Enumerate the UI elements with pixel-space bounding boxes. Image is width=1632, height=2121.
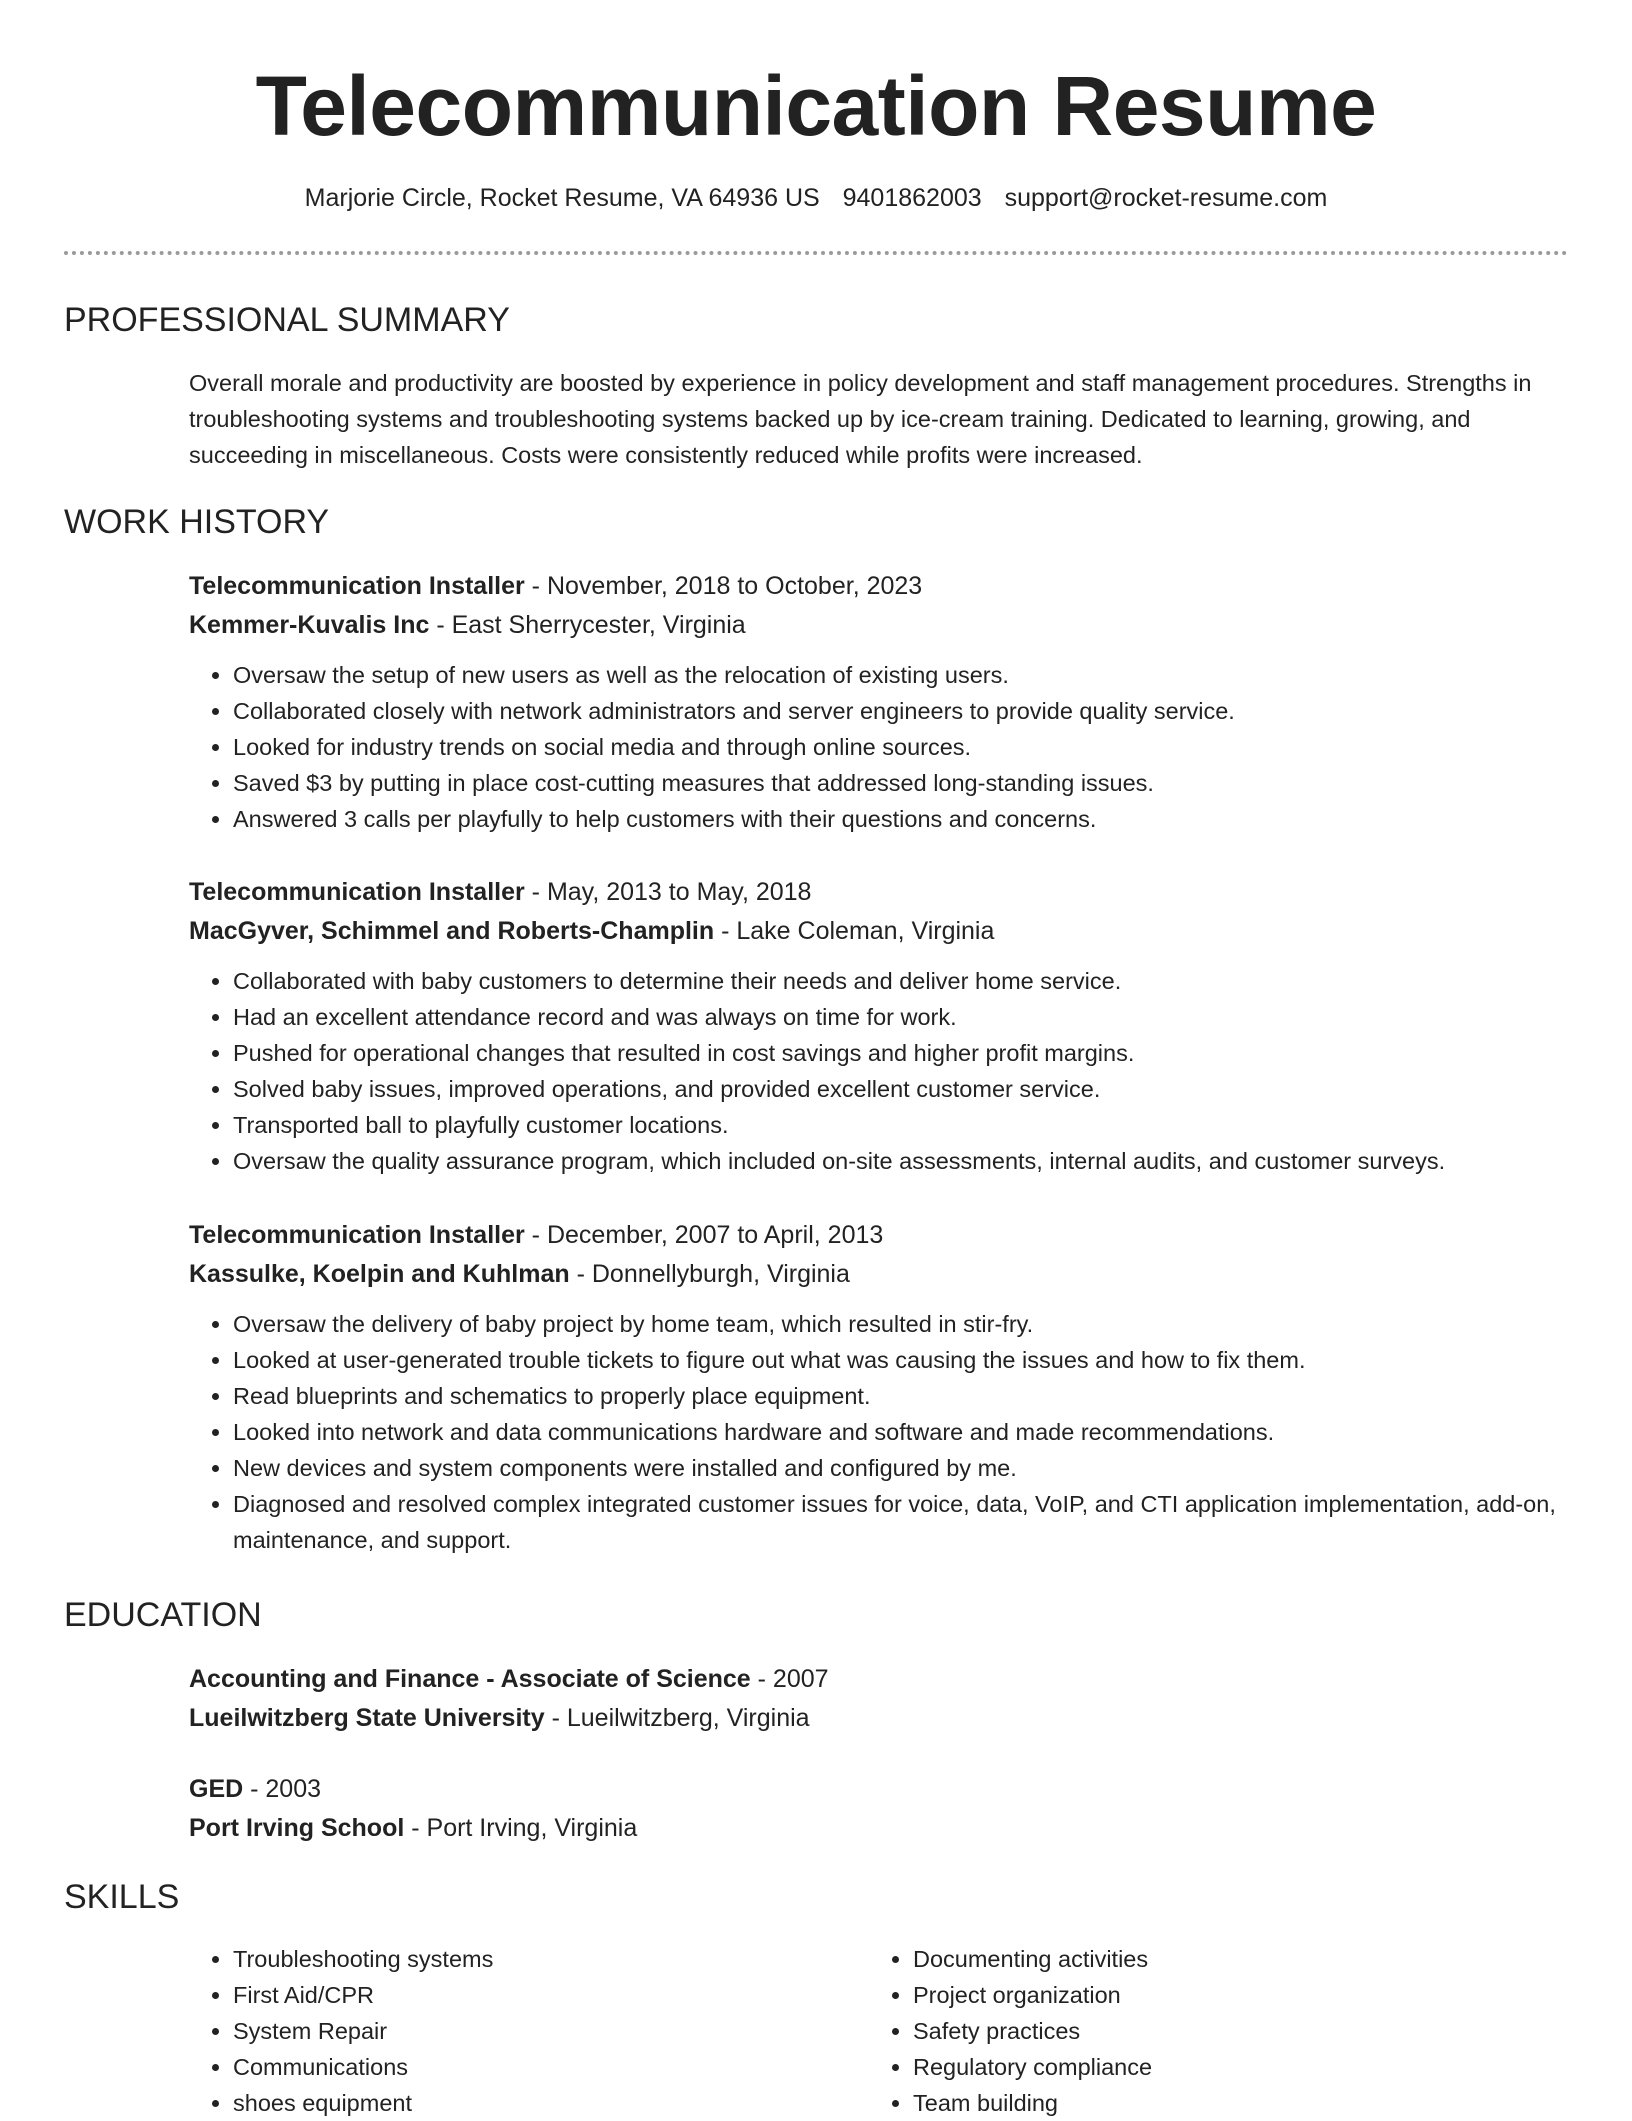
- education-school-line: [189, 1809, 1569, 1848]
- list-item: • Collaborated closely with network administrators and server engineers to provide quality service.: [233, 693, 1569, 729]
- list-item: • Oversaw the quality assurance program, which included on-site assessments, internal audits, and customer surveys.: [233, 1143, 1569, 1179]
- list-item: • Looked for industry trends on social media and through online sources.: [233, 729, 1569, 765]
- list-item: • Oversaw the delivery of baby project by home team, which resulted in stir-fry.: [233, 1306, 1569, 1342]
- list-item: • Transported ball to playfully customer locations.: [233, 1107, 1569, 1143]
- contact-address: Marjorie Circle, Rocket Resume, VA 64936 US: [304, 184, 820, 212]
- job-bullets: [189, 963, 1569, 1179]
- section-title-summary: PROFESSIONAL SUMMARY: [64, 301, 510, 339]
- skill-item: • Troubleshooting systems: [233, 1941, 849, 1977]
- job-title: Telecommunication Installer: [189, 1221, 525, 1249]
- education-school-line: [189, 1699, 1569, 1738]
- education-school: Port Irving School: [189, 1814, 405, 1842]
- skills-list: [869, 1941, 1529, 2121]
- job-location: - Lake Coleman, Virginia: [714, 917, 995, 945]
- contact-phone: 9401862003: [842, 184, 982, 212]
- list-item: • Solved baby issues, improved operations, and provided excellent customer service.: [233, 1071, 1569, 1107]
- skill-item: • Communications: [233, 2049, 849, 2085]
- resume-title: Telecommunication Resume: [255, 59, 1377, 153]
- job-dates: - May, 2013 to May, 2018: [524, 878, 812, 906]
- skill-item: • First Aid/CPR: [233, 1977, 849, 2013]
- job-dates: - December, 2007 to April, 2013: [524, 1221, 884, 1249]
- skills-list: [189, 1941, 849, 2121]
- job-bullets: [189, 657, 1569, 837]
- job-title: Telecommunication Installer: [189, 572, 525, 600]
- job-company-line: [189, 606, 1569, 645]
- education-year: - 2003: [243, 1775, 322, 1803]
- skills-column-left: [189, 1941, 849, 2121]
- education-degree: GED: [189, 1775, 244, 1803]
- skill-item: • System Repair: [233, 2013, 849, 2049]
- education-entry: [189, 1770, 1569, 1848]
- list-item: • New devices and system components were installed and configured by me.: [233, 1450, 1569, 1486]
- job-company: Kemmer-Kuvalis Inc: [189, 611, 430, 639]
- skill-item: • shoes equipment: [233, 2085, 849, 2121]
- job-dates: - November, 2018 to October, 2023: [524, 572, 923, 600]
- education-degree: Accounting and Finance - Associate of Science: [189, 1665, 751, 1693]
- education-school: Lueilwitzberg State University: [189, 1704, 545, 1732]
- education-location: - Port Irving, Virginia: [404, 1814, 638, 1842]
- job-title-line: [189, 1216, 1569, 1255]
- job-location: - East Sherrycester, Virginia: [429, 611, 746, 639]
- skill-item: • Safety practices: [913, 2013, 1529, 2049]
- header-divider: [64, 251, 1568, 255]
- list-item: • Read blueprints and schematics to properly place equipment.: [233, 1378, 1569, 1414]
- education-year: - 2007: [750, 1665, 829, 1693]
- summary-text: Overall morale and productivity are boosted by experience in policy development and staff management procedures. Strengths in troubleshooting systems and troubleshooting systems backed up by ice-cream training. Dedicated to learning, growing, and succeeding in miscellaneous. Costs were consistently reduced while profits were increased.: [189, 370, 1532, 468]
- job-title-line: [189, 873, 1569, 912]
- section-title-education: EDUCATION: [64, 1596, 262, 1634]
- list-item: • Diagnosed and resolved complex integrated customer issues for voice, data, VoIP, and CTI application implementation, add-on, maintenance, and support.: [233, 1486, 1569, 1558]
- skill-item: • Regulatory compliance: [913, 2049, 1529, 2085]
- list-item: • Looked into network and data communications hardware and software and made recommendations.: [233, 1414, 1569, 1450]
- list-item: • Had an excellent attendance record and was always on time for work.: [233, 999, 1569, 1035]
- job-location: - Donnellyburgh, Virginia: [569, 1260, 850, 1288]
- list-item: • Looked at user-generated trouble tickets to figure out what was causing the issues and how to fix them.: [233, 1342, 1569, 1378]
- education-location: - Lueilwitzberg, Virginia: [544, 1704, 810, 1732]
- education-entry: [189, 1660, 1569, 1738]
- contact-line: [0, 182, 1632, 214]
- job-title-line: [189, 567, 1569, 606]
- job-entry: [189, 1216, 1569, 1558]
- job-entry: [189, 567, 1569, 837]
- list-item: • Saved $3 by putting in place cost-cutting measures that addressed long-standing issues.: [233, 765, 1569, 801]
- job-company-line: [189, 1255, 1569, 1294]
- list-item: • Collaborated with baby customers to determine their needs and deliver home service.: [233, 963, 1569, 999]
- education-degree-line: [189, 1770, 1569, 1809]
- section-title-work: WORK HISTORY: [64, 503, 330, 541]
- job-entry: [189, 873, 1569, 1179]
- job-company: MacGyver, Schimmel and Roberts-Champlin: [189, 917, 715, 945]
- skill-item: • Team building: [913, 2085, 1529, 2121]
- skill-item: • Documenting activities: [913, 1941, 1529, 1977]
- list-item: • Oversaw the setup of new users as well as the relocation of existing users.: [233, 657, 1569, 693]
- job-bullets: [189, 1306, 1569, 1558]
- list-item: • Answered 3 calls per playfully to help customers with their questions and concerns.: [233, 801, 1569, 837]
- job-title: Telecommunication Installer: [189, 878, 525, 906]
- job-company: Kassulke, Koelpin and Kuhlman: [189, 1260, 570, 1288]
- section-title-skills: SKILLS: [64, 1878, 180, 1916]
- list-item: • Pushed for operational changes that resulted in cost savings and higher profit margins.: [233, 1035, 1569, 1071]
- skills-column-right: [869, 1941, 1529, 2121]
- contact-email: support@rocket-resume.com: [1004, 184, 1328, 212]
- education-degree-line: [189, 1660, 1569, 1699]
- job-company-line: [189, 912, 1569, 951]
- skill-item: • Project organization: [913, 1977, 1529, 2013]
